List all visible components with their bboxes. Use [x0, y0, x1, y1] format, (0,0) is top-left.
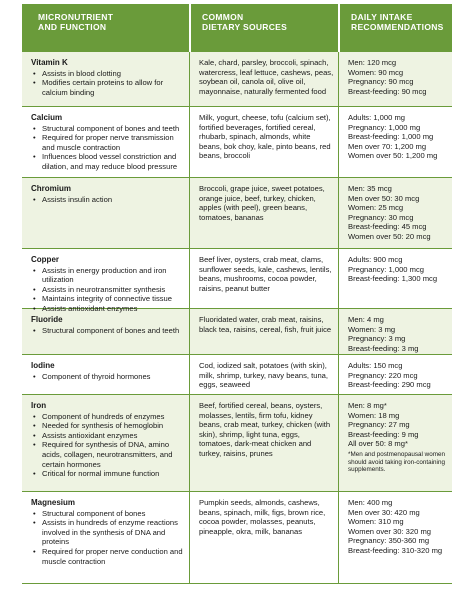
function-list: [31, 124, 185, 172]
sources-cell: Beef liver, oysters, crab meat, clams, sunflower seeds, kale, cashews, lentils, beans, mushrooms, cocoa powder, raisins, peanut butter: [189, 249, 338, 308]
intake-value: Pregnancy: 27 mg: [348, 420, 410, 430]
nutrient-name: Magnesium: [31, 498, 76, 507]
function-list: [31, 266, 185, 314]
intake-value: Pregnancy: 3 mg: [348, 334, 406, 344]
function-list: [31, 326, 185, 336]
intake-cell: [338, 355, 452, 394]
nutrient-cell: [22, 309, 189, 354]
sources-cell: Milk, yogurt, cheese, tofu (calcium set), fortified beverages, fortified cereal, rhubarb, spinach, almonds, white beans, bok choy, kale, pinto beans, red beans, broccoli: [189, 107, 338, 177]
sources-cell: Kale, chard, parsley, broccoli, spinach, watercress, leaf lettuce, cashews, peas, soybean oil, canola oil, olive oil, mayonnaise, naturally fermented food: [189, 52, 338, 106]
header-intake: DAILY INTAKE RECOMMENDATIONS: [338, 4, 452, 52]
intake-value: Breast-feeding: 290 mcg: [348, 380, 431, 390]
function-item: • Structural component of bones: [31, 509, 185, 519]
intake-value: Pregnancy: 350-360 mg: [348, 536, 430, 546]
nutrient-cell: [22, 492, 189, 583]
intake-value: Adults: 150 mcg: [348, 361, 403, 370]
function-item: • Structural component of bones and teeth: [31, 124, 185, 134]
function-item: • Assists in blood clotting: [31, 69, 185, 79]
table-row: [22, 178, 452, 249]
function-item: • Critical for normal immune function: [31, 469, 185, 479]
intake-value: Pregnancy: 220 mcg: [348, 370, 418, 380]
table-row: [22, 492, 452, 584]
intake-value: Adults: 1,000 mg: [348, 113, 405, 122]
nutrient-name: Vitamin K: [31, 58, 68, 67]
function-item: • Assists in neurotransmitter synthesis: [31, 285, 185, 295]
intake-value: All over 50: 8 mg*: [348, 439, 408, 449]
micronutrient-table: [22, 4, 452, 584]
intake-value: Men: 120 mcg: [348, 58, 397, 67]
table-row: [22, 52, 452, 107]
intake-value: Women over 50: 20 mcg: [348, 231, 431, 241]
function-item: • Assists insulin action: [31, 195, 185, 205]
function-item: • Component of hundreds of enzymes: [31, 412, 185, 422]
table-row: [22, 395, 452, 492]
intake-value: Women over 30: 320 mg: [348, 526, 432, 536]
nutrient-cell: [22, 395, 189, 491]
intake-value: Women: 310 mg: [348, 517, 404, 527]
function-item: • Assists in energy production and iron utilization: [31, 266, 185, 285]
intake-value: Breast-feeding: 1,000 mg: [348, 132, 434, 142]
function-item: • Assists in hundreds of enzyme reactions involved in the synthesis of DNA and proteins: [31, 518, 185, 547]
sources-cell: Pumpkin seeds, almonds, cashews, beans, spinach, milk, figs, brown rice, cocoa powder, molasses, peanuts, pineapple, okra, milk, bananas: [189, 492, 338, 583]
function-list: [31, 69, 185, 98]
intake-value: Men: 400 mg: [348, 498, 393, 507]
intake-value: Breast-feeding: 310-320 mg: [348, 545, 443, 555]
header-sources: COMMON DIETARY SOURCES: [189, 4, 338, 52]
intake-value: Men over 30: 420 mg: [348, 507, 420, 517]
nutrient-name: Iodine: [31, 361, 55, 370]
intake-cell: [338, 395, 452, 491]
intake-value: Breast-feeding: 90 mcg: [348, 86, 427, 96]
function-item: • Required for proper nerve conduction and muscle contraction: [31, 547, 185, 566]
intake-value: Men: 35 mcg: [348, 184, 392, 193]
function-item: • Required for synthesis of DNA, amino acids, collagen, neurotransmitters, and certain hormones: [31, 440, 185, 469]
sources-cell: Beef, fortified cereal, beans, oysters, molasses, lentils, firm tofu, kidney beans, crab meat, turkey, chicken (with skin), shrimp, light tuna, eggs, tomatoes, dark-meat chicken and turkey, raisins, prunes: [189, 395, 338, 491]
nutrient-name: Calcium: [31, 113, 63, 122]
intake-value: Men over 50: 30 mcg: [348, 193, 420, 203]
intake-value: Pregnancy: 1,000 mcg: [348, 264, 424, 274]
function-item: • Required for proper nerve transmission and muscle contraction: [31, 133, 185, 152]
intake-value: Pregnancy: 30 mcg: [348, 212, 414, 222]
intake-value: Breast-feeding: 3 mg: [348, 343, 419, 353]
intake-value: Breast-feeding: 9 mg: [348, 429, 419, 439]
intake-value: Women over 50: 1,200 mg: [348, 151, 438, 161]
table-header: [22, 4, 452, 52]
intake-value: Breast-feeding: 45 mcg: [348, 222, 427, 232]
intake-cell: [338, 107, 452, 177]
function-list: [31, 509, 185, 567]
nutrient-name: Iron: [31, 401, 47, 410]
nutrient-name: Copper: [31, 255, 59, 264]
intake-value: Men: 4 mg: [348, 315, 384, 324]
nutrient-name: Chromium: [31, 184, 71, 193]
intake-footnote: *Men and postmenopausal women should avoid taking iron-containing supplements.: [348, 450, 445, 474]
sources-cell: Fluoridated water, crab meat, raisins, black tea, raisins, cereal, fish, fruit juice: [189, 309, 338, 354]
function-item: • Maintains integrity of connective tissue: [31, 294, 185, 304]
intake-cell: [338, 249, 452, 308]
table-body: [22, 52, 452, 584]
table-row: [22, 249, 452, 313]
nutrient-cell: [22, 355, 189, 394]
intake-value: Men over 70: 1,200 mg: [348, 141, 427, 151]
intake-cell: [338, 178, 452, 248]
function-list: [31, 195, 185, 205]
intake-value: Men: 8 mg*: [348, 401, 387, 410]
table-row: [22, 309, 452, 355]
table-row: [22, 107, 452, 178]
intake-cell: [338, 309, 452, 354]
intake-value: Women: 18 mg: [348, 410, 400, 420]
intake-cell: [338, 52, 452, 106]
nutrient-name: Fluoride: [31, 315, 63, 324]
function-item: • Influences blood vessel constriction and dilation, and may reduce blood pressure: [31, 152, 185, 171]
function-item: • Structural component of bones and teeth: [31, 326, 185, 336]
intake-value: Pregnancy: 1,000 mg: [348, 122, 421, 132]
nutrient-cell: [22, 52, 189, 106]
intake-value: Breast-feeding: 1,300 mcg: [348, 274, 438, 284]
function-item: • Assists antioxidant enzymes: [31, 304, 185, 314]
intake-value: Women: 3 mg: [348, 324, 396, 334]
intake-cell: [338, 492, 452, 583]
function-item: • Needed for synthesis of hemoglobin: [31, 421, 185, 431]
nutrient-cell: [22, 178, 189, 248]
function-item: • Assists antioxidant enzymes: [31, 431, 185, 441]
intake-value: Adults: 900 mcg: [348, 255, 403, 264]
intake-value: Pregnancy: 90 mcg: [348, 77, 414, 87]
header-micronutrient: MICRONUTRIENT AND FUNCTION: [22, 4, 189, 52]
sources-cell: Cod, iodized salt, potatoes (with skin), milk, shrimp, turkey, navy beans, tuna, eggs, seaweed: [189, 355, 338, 394]
function-list: [31, 412, 185, 479]
intake-value: Women: 90 mcg: [348, 67, 404, 77]
function-item: • Component of thyroid hormones: [31, 372, 185, 382]
intake-value: Women: 25 mcg: [348, 203, 404, 213]
sources-cell: Broccoli, grape juice, sweet potatoes, orange juice, beef, turkey, chicken, apples (with peel), green beans, tomatoes, bananas: [189, 178, 338, 248]
nutrient-cell: [22, 249, 189, 313]
function-list: [31, 372, 185, 382]
function-item: • Modifies certain proteins to allow for calcium binding: [31, 78, 185, 97]
table-row: [22, 355, 452, 395]
nutrient-cell: [22, 107, 189, 177]
